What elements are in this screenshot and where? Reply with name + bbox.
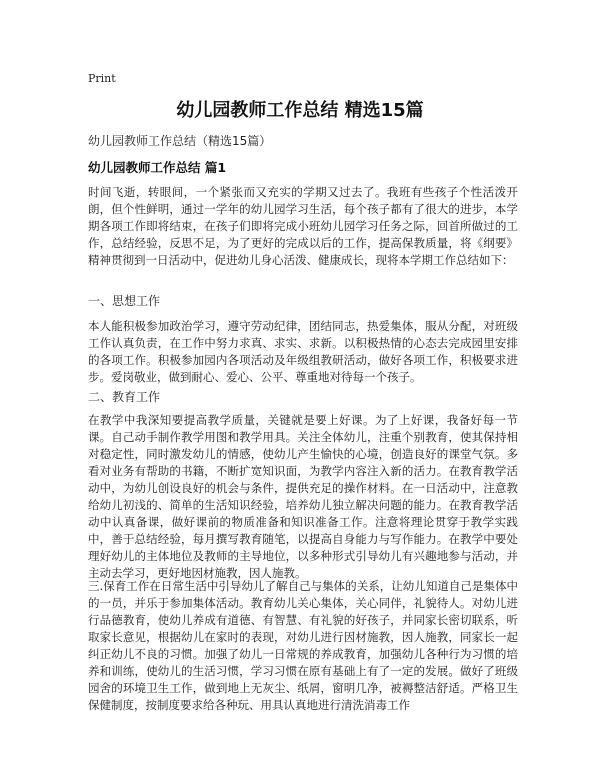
heading-thought-work: 一、思想工作 [88, 294, 161, 308]
print-label[interactable]: Print [88, 72, 116, 85]
document-subtitle: 幼儿园教师工作总结（精选15篇） [88, 134, 272, 148]
paragraph-care-work: 三.保育工作在日常生活中引导幼儿了解自己与集体的关系，让幼儿知道自己是集体中的一员，并乐于参加集体活动。教育幼儿关心集体，关心同伴，礼貌待人。对幼儿进行品德教育，使幼儿养成有道德、有智慧、有礼貌的好孩子，并同家长密切联系，听取家长意见，根据幼儿在家时的表现，对幼儿进行因材施教，因人施教，同家长一起纠正幼儿不良的习惯。加强了幼儿一日常规的养成教育，加强幼儿各种行为习惯的培养和训练，使幼儿的生活习惯，学习习惯在原有基础上有了一定的发展。做好了班级园舍的环境卫生工作，做到地上无灰尘、纸屑，窗明几净，被褥整洁舒适。严格卫生保健制度，按制度要求给各种玩、用具认真地进行清洗消毒工作 [88, 579, 518, 712]
paragraph-education-work: 在教学中我深知要提高教学质量，关键就是要上好课。为了上好课，我备好每一节课。自己动手制作教学用图和教学用具。关注全体幼儿，注重个别教育，使其保持相对稳定性，同时激发幼儿的情感，使幼儿产生愉快的心境，创造良好的课堂气氛。多看对业务有帮助的书籍，不断扩宽知识面，为教学内容注入新的活力。在教育教学活动中，为幼儿创设良好的机会与条件，提供充足的操作材料。在一日活动中，注意教给幼儿初浅的、简单的生活知识经验，培养幼儿独立解决问题的能力。在教育教学活动中认真备课，做好课前的物质准备和知识准备工作。注意将理论贯穿于教学实践中，善于总结经验，每月撰写教育随笔，以提高自身能力与写作能力。在教学中要处理好幼儿的主体地位及教师的主导地位，以多种形式引导幼儿有兴趣地参与活动，并主动去学习，更好地因材施教，因人施教。 [88, 413, 518, 580]
paragraph-thought-work: 本人能积极参加政治学习，遵守劳动纪律，团结同志，热爱集体，服从分配，对班级工作认真负责，在工作中努力求真、求实、求新。以积极热情的心态去完成园里安排的各项工作。积极参加园内各项活动及年级组教研活动，做好各项工作，积极要求进步。爱岗敬业，做到耐心、爱心、公平、尊重地对待每一个孩子。 [88, 319, 518, 384]
heading-education-work: 二、教育工作 [88, 390, 161, 404]
section-title: 幼儿园教师工作总结 篇1 [88, 160, 227, 175]
intro-paragraph: 时间飞逝，转眼间，一个紧张而又充实的学期又过去了。我班有些孩子个性活泼开朗，但个性鲜明，通过一学年的幼儿园学习生活，每个孩子都有了很大的进步，本学期各项工作即将结束，在孩子们即将完成小班幼儿园学习任务之际，回首所做过的工作，总结经验，反思不足，为了更好的完成以后的工作，提高保教质量，将《纲要》精神贯彻到一日活动中，促进幼儿身心活泼、健康成长，现将本学期工作总结如下： [88, 185, 518, 267]
document-title: 幼儿园教师工作总结 精选15篇 [176, 100, 424, 121]
